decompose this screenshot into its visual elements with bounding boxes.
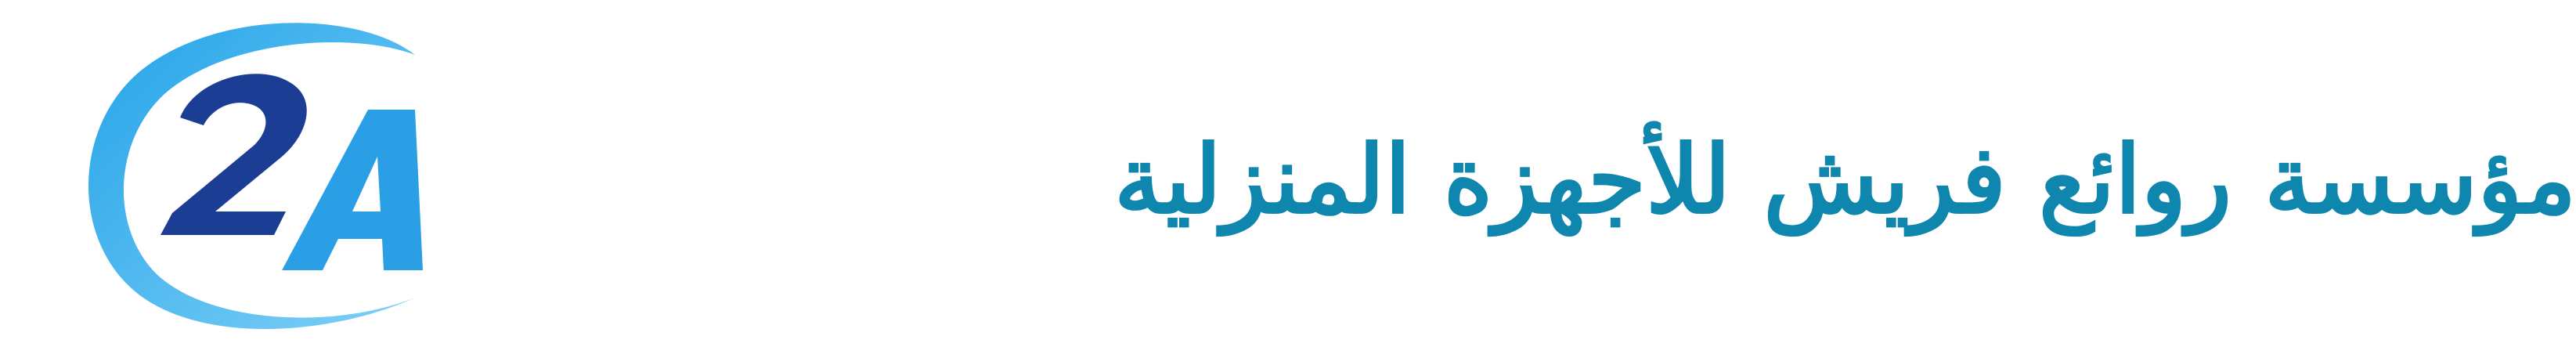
logo-digit-2: [161, 74, 307, 235]
logo-graphic: [47, 0, 454, 347]
company-logo: [47, 0, 454, 347]
company-name-title: مؤسسة روائع فريش للأجهزة المنزلية: [1114, 125, 2576, 235]
